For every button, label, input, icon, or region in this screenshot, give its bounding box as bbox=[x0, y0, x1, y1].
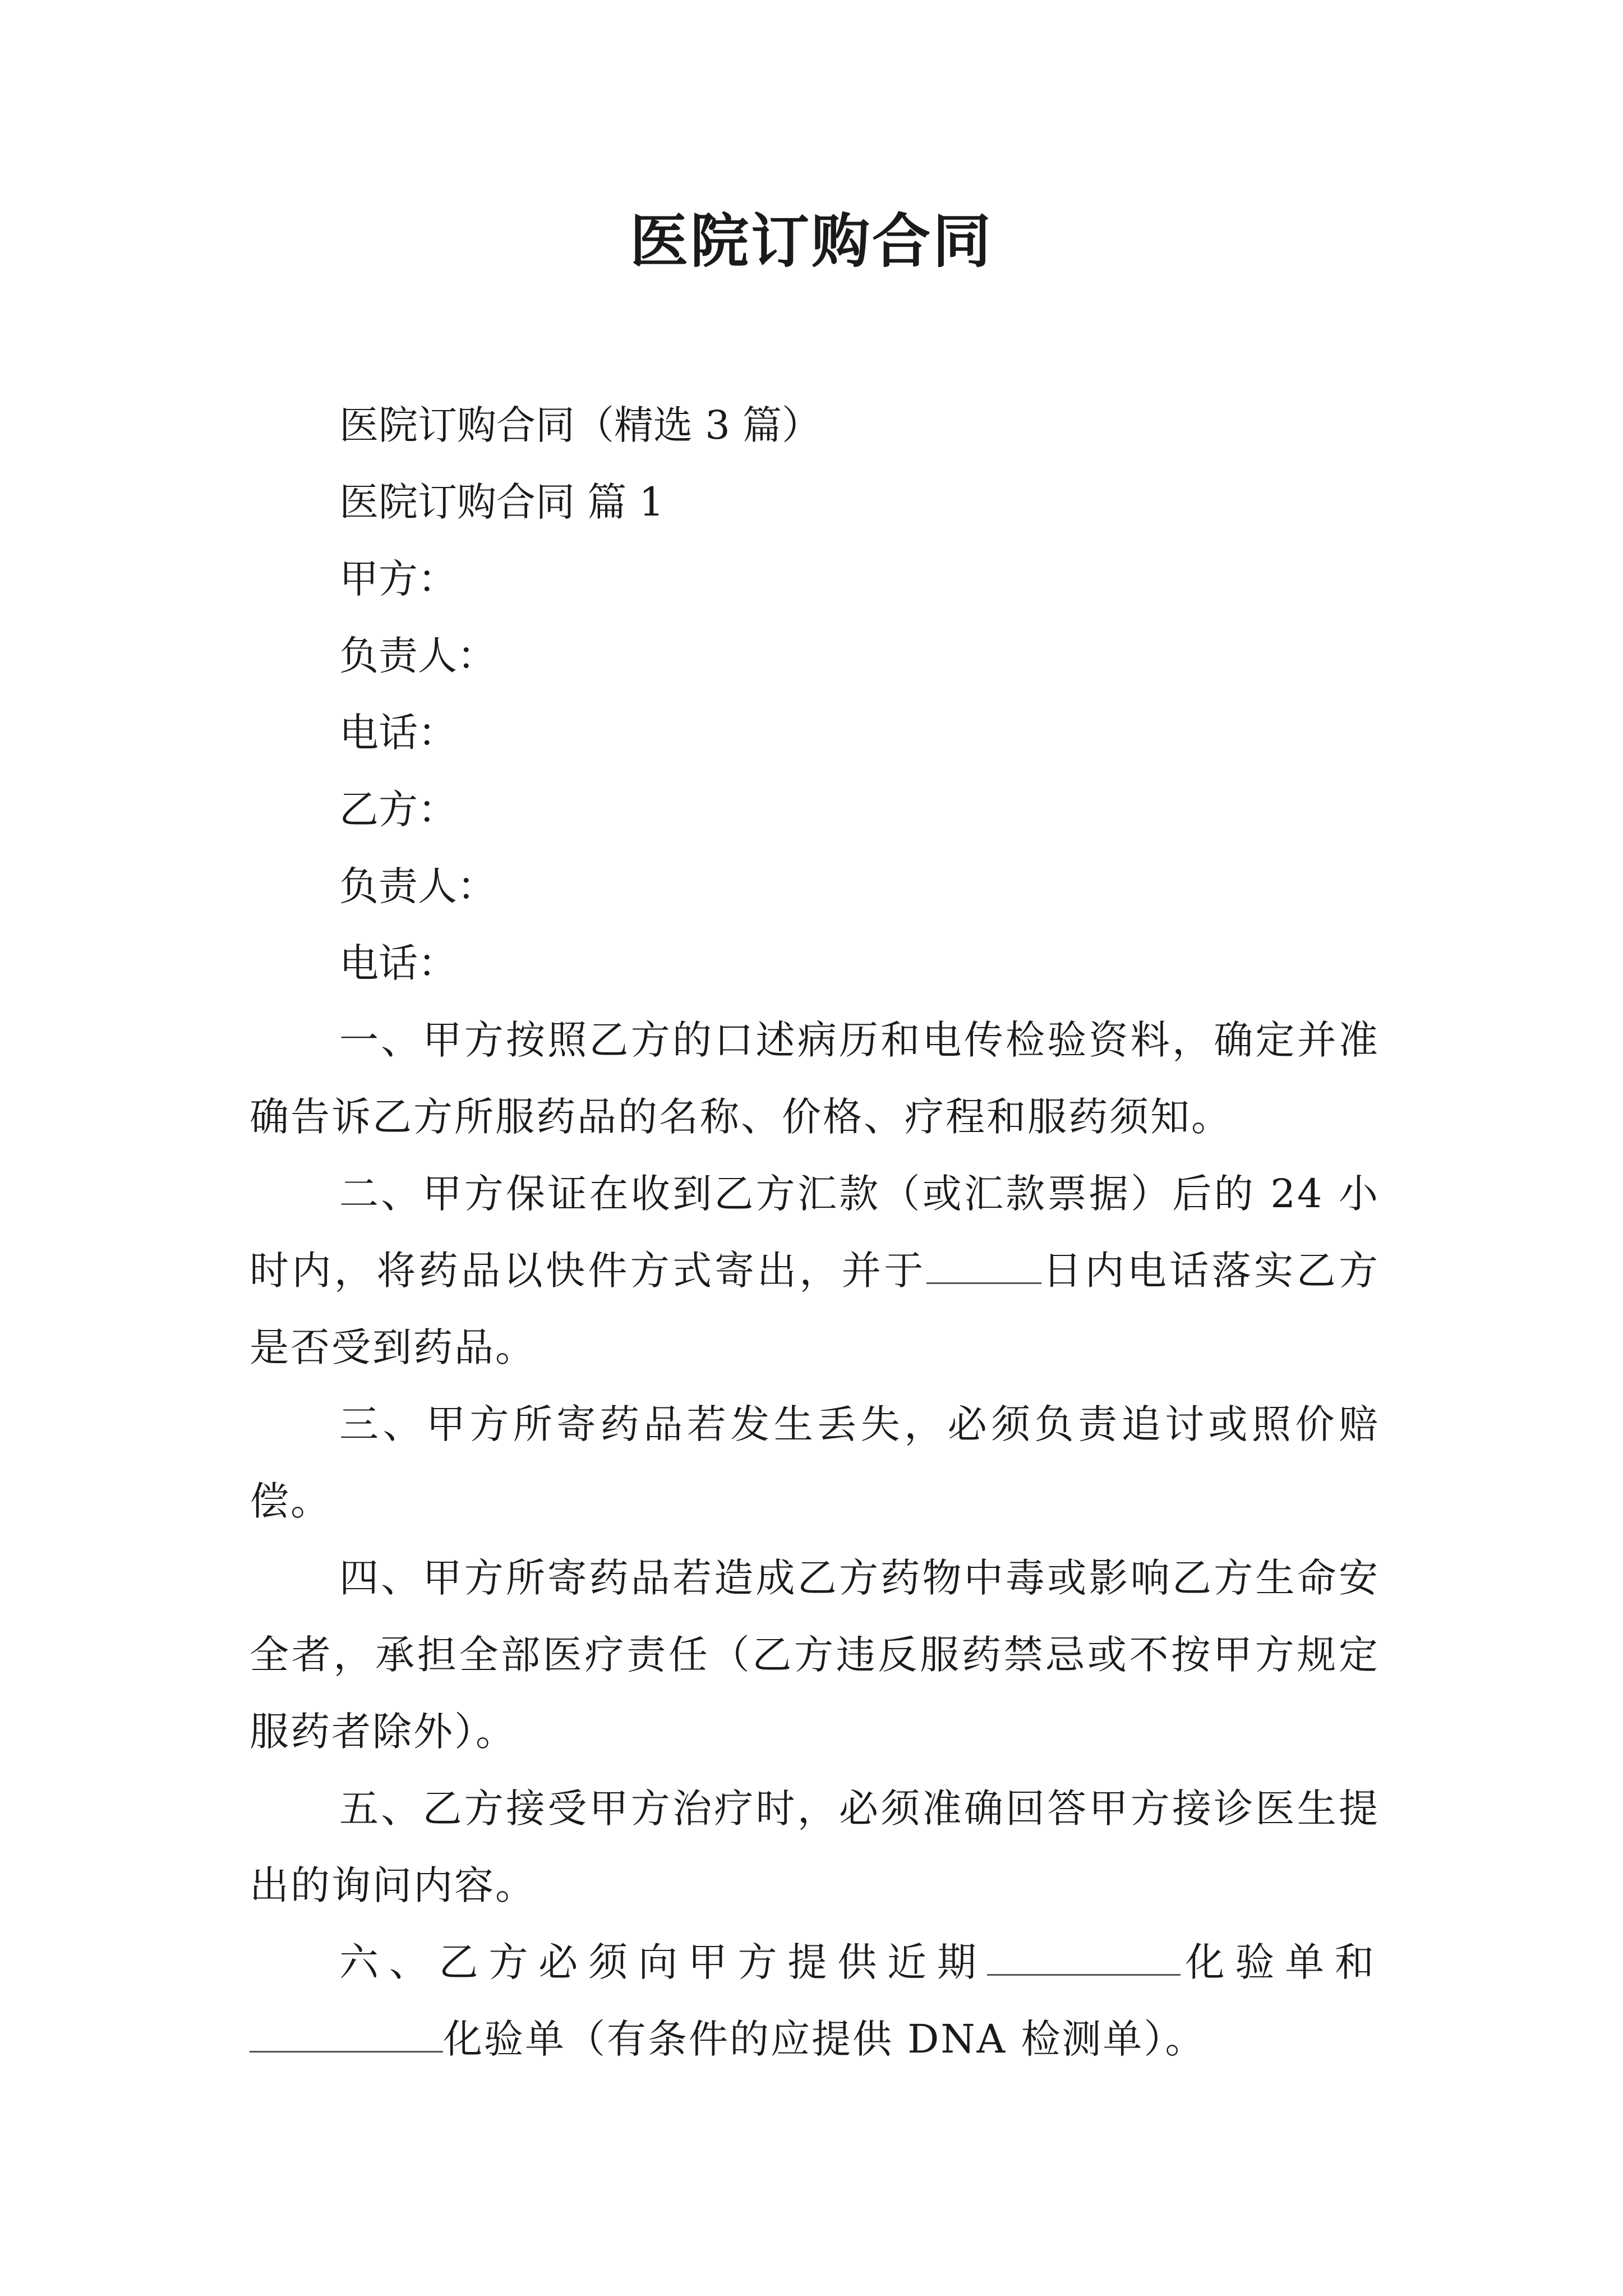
lab-report-blank-2 bbox=[250, 2018, 443, 2053]
section-heading: 医院订购合同 篇 1 bbox=[339, 479, 665, 525]
clause-6-text-b: 化验单和 bbox=[1180, 1939, 1380, 1985]
clause-3: 三、甲方所寄药品若发生丢失，必须负责追讨或照价赔偿。 bbox=[250, 1401, 1380, 1524]
party-a-phone-label: 电话： bbox=[339, 710, 457, 756]
party-a-label: 甲方： bbox=[339, 556, 457, 602]
party-b-phone-label: 电话： bbox=[339, 940, 457, 986]
lab-report-blank-1 bbox=[987, 1941, 1181, 1976]
clause-6-text-a: 六、乙方必须向甲方提供近期 bbox=[339, 1939, 987, 1985]
party-b-contact-label: 负责人： bbox=[339, 863, 496, 909]
clause-5: 五、乙方接受甲方治疗时，必须准确回答甲方接诊医生提出的询问内容。 bbox=[250, 1786, 1380, 1908]
clause-4: 四、甲方所寄药品若造成乙方药物中毒或影响乙方生命安全者，承担全部医疗责任（乙方违反服药禁忌或不按甲方规定服药者除外）。 bbox=[250, 1555, 1380, 1755]
document-title: 医院订购合同 bbox=[629, 206, 993, 275]
clause-2-text-b: 日内电话落实乙方是否受到药品。 bbox=[250, 1248, 1380, 1370]
party-b-label: 乙方： bbox=[339, 786, 457, 832]
clause-6-text-c: 化验单（有条件的应提供 DNA 检测单）。 bbox=[443, 2016, 1206, 2062]
document-subtitle: 医院订购合同（精选 3 篇） bbox=[339, 402, 822, 448]
clause-2-text-a: 二、甲方保证在收到乙方汇款（或汇款票据）后的 24 小时内，将药品以快件方式寄出，并于 bbox=[250, 1171, 1380, 1294]
days-blank bbox=[926, 1250, 1041, 1284]
document-body bbox=[250, 387, 1380, 2078]
clause-2 bbox=[250, 1156, 1380, 1386]
clause-1: 一、甲方按照乙方的口述病历和电传检验资料，确定并准确告诉乙方所服药品的名称、价格、疗程和服药须知。 bbox=[250, 1017, 1380, 1140]
party-a-contact-label: 负责人： bbox=[339, 633, 496, 679]
clause-6 bbox=[250, 1924, 1380, 2078]
